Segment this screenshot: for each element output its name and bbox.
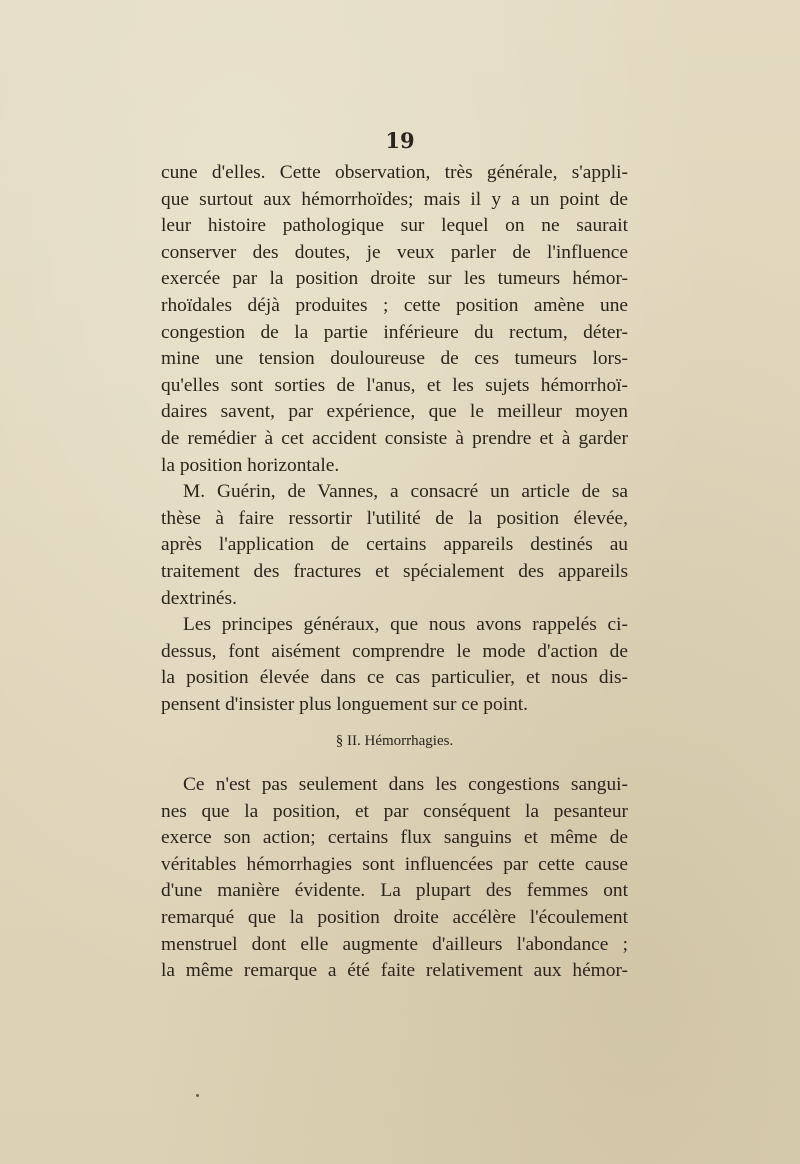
paragraph-1 <box>161 160 628 479</box>
text-line: la même remarque a été faite relativement aux hémor- <box>161 960 628 982</box>
page-number: 19 <box>385 128 415 153</box>
section-heading: § II. Hémorrhagies. <box>335 733 454 749</box>
text-line: qu'elles sont sorties de l'anus, et les sujets hémorrhoï- <box>161 374 628 396</box>
paragraph-3 <box>161 612 628 718</box>
text-line: la position horizontale. <box>161 454 340 476</box>
text-line: d'une manière évidente. La plupart des femmes ont <box>161 880 628 902</box>
text-line: pensent d'insister plus longuement sur ce point. <box>161 693 529 715</box>
text-line: rhoïdales déjà produites ; cette position amène une <box>161 294 628 316</box>
text-line: traitement des fractures et spécialement des appareils <box>161 560 628 582</box>
paragraph-2 <box>161 479 628 612</box>
text-line: cune d'elles. Cette observation, très générale, s'appli- <box>161 162 628 183</box>
text-line: congestion de la partie inférieure du rectum, déter- <box>161 321 628 343</box>
text-line: véritables hémorrhagies sont influencées par cette cause <box>161 853 628 875</box>
text-line: leur histoire pathologique sur lequel on ne saurait <box>161 215 628 237</box>
text-line: thèse à faire ressortir l'utilité de la position élevée, <box>161 507 628 529</box>
ink-speck <box>196 1094 199 1097</box>
text-line: dessus, font aisément comprendre le mode d'action de <box>161 640 628 662</box>
text-line: exercée par la position droite sur les tumeurs hémor- <box>161 268 628 290</box>
paragraph-4 <box>161 772 628 985</box>
text-line: exerce son action; certains flux sanguins et même de <box>161 827 628 849</box>
text-line: menstruel dont elle augmente d'ailleurs l'abondance ; <box>161 933 628 955</box>
body-text-top <box>161 160 628 718</box>
text-line: remarqué que la position droite accélère l'écoulement <box>161 906 628 928</box>
text-line: Les principes généraux, que nous avons rappelés ci- <box>183 614 628 636</box>
text-line: Ce n'est pas seulement dans les congestions sangui- <box>183 774 628 795</box>
text-line: mine une tension douloureuse de ces tumeurs lors- <box>161 348 628 370</box>
text-line: nes que la position, et par conséquent la pesanteur <box>161 800 628 822</box>
text-line: que surtout aux hémorrhoïdes; mais il y a un point de <box>161 188 628 210</box>
text-line: conserver des doutes, je veux parler de l'influence <box>161 241 628 263</box>
text-line: la position élevée dans ce cas particulier, et nous dis- <box>161 667 628 689</box>
text-line: daires savent, par expérience, que le meilleur moyen <box>161 401 628 423</box>
text-line: M. Guérin, de Vannes, a consacré un article de sa <box>183 481 628 503</box>
text-line: après l'application de certains appareils destinés au <box>161 534 628 556</box>
text-line: dextrinés. <box>161 587 237 609</box>
body-text-bottom <box>161 772 628 985</box>
text-line: de remédier à cet accident consiste à prendre et à garder <box>161 427 628 449</box>
